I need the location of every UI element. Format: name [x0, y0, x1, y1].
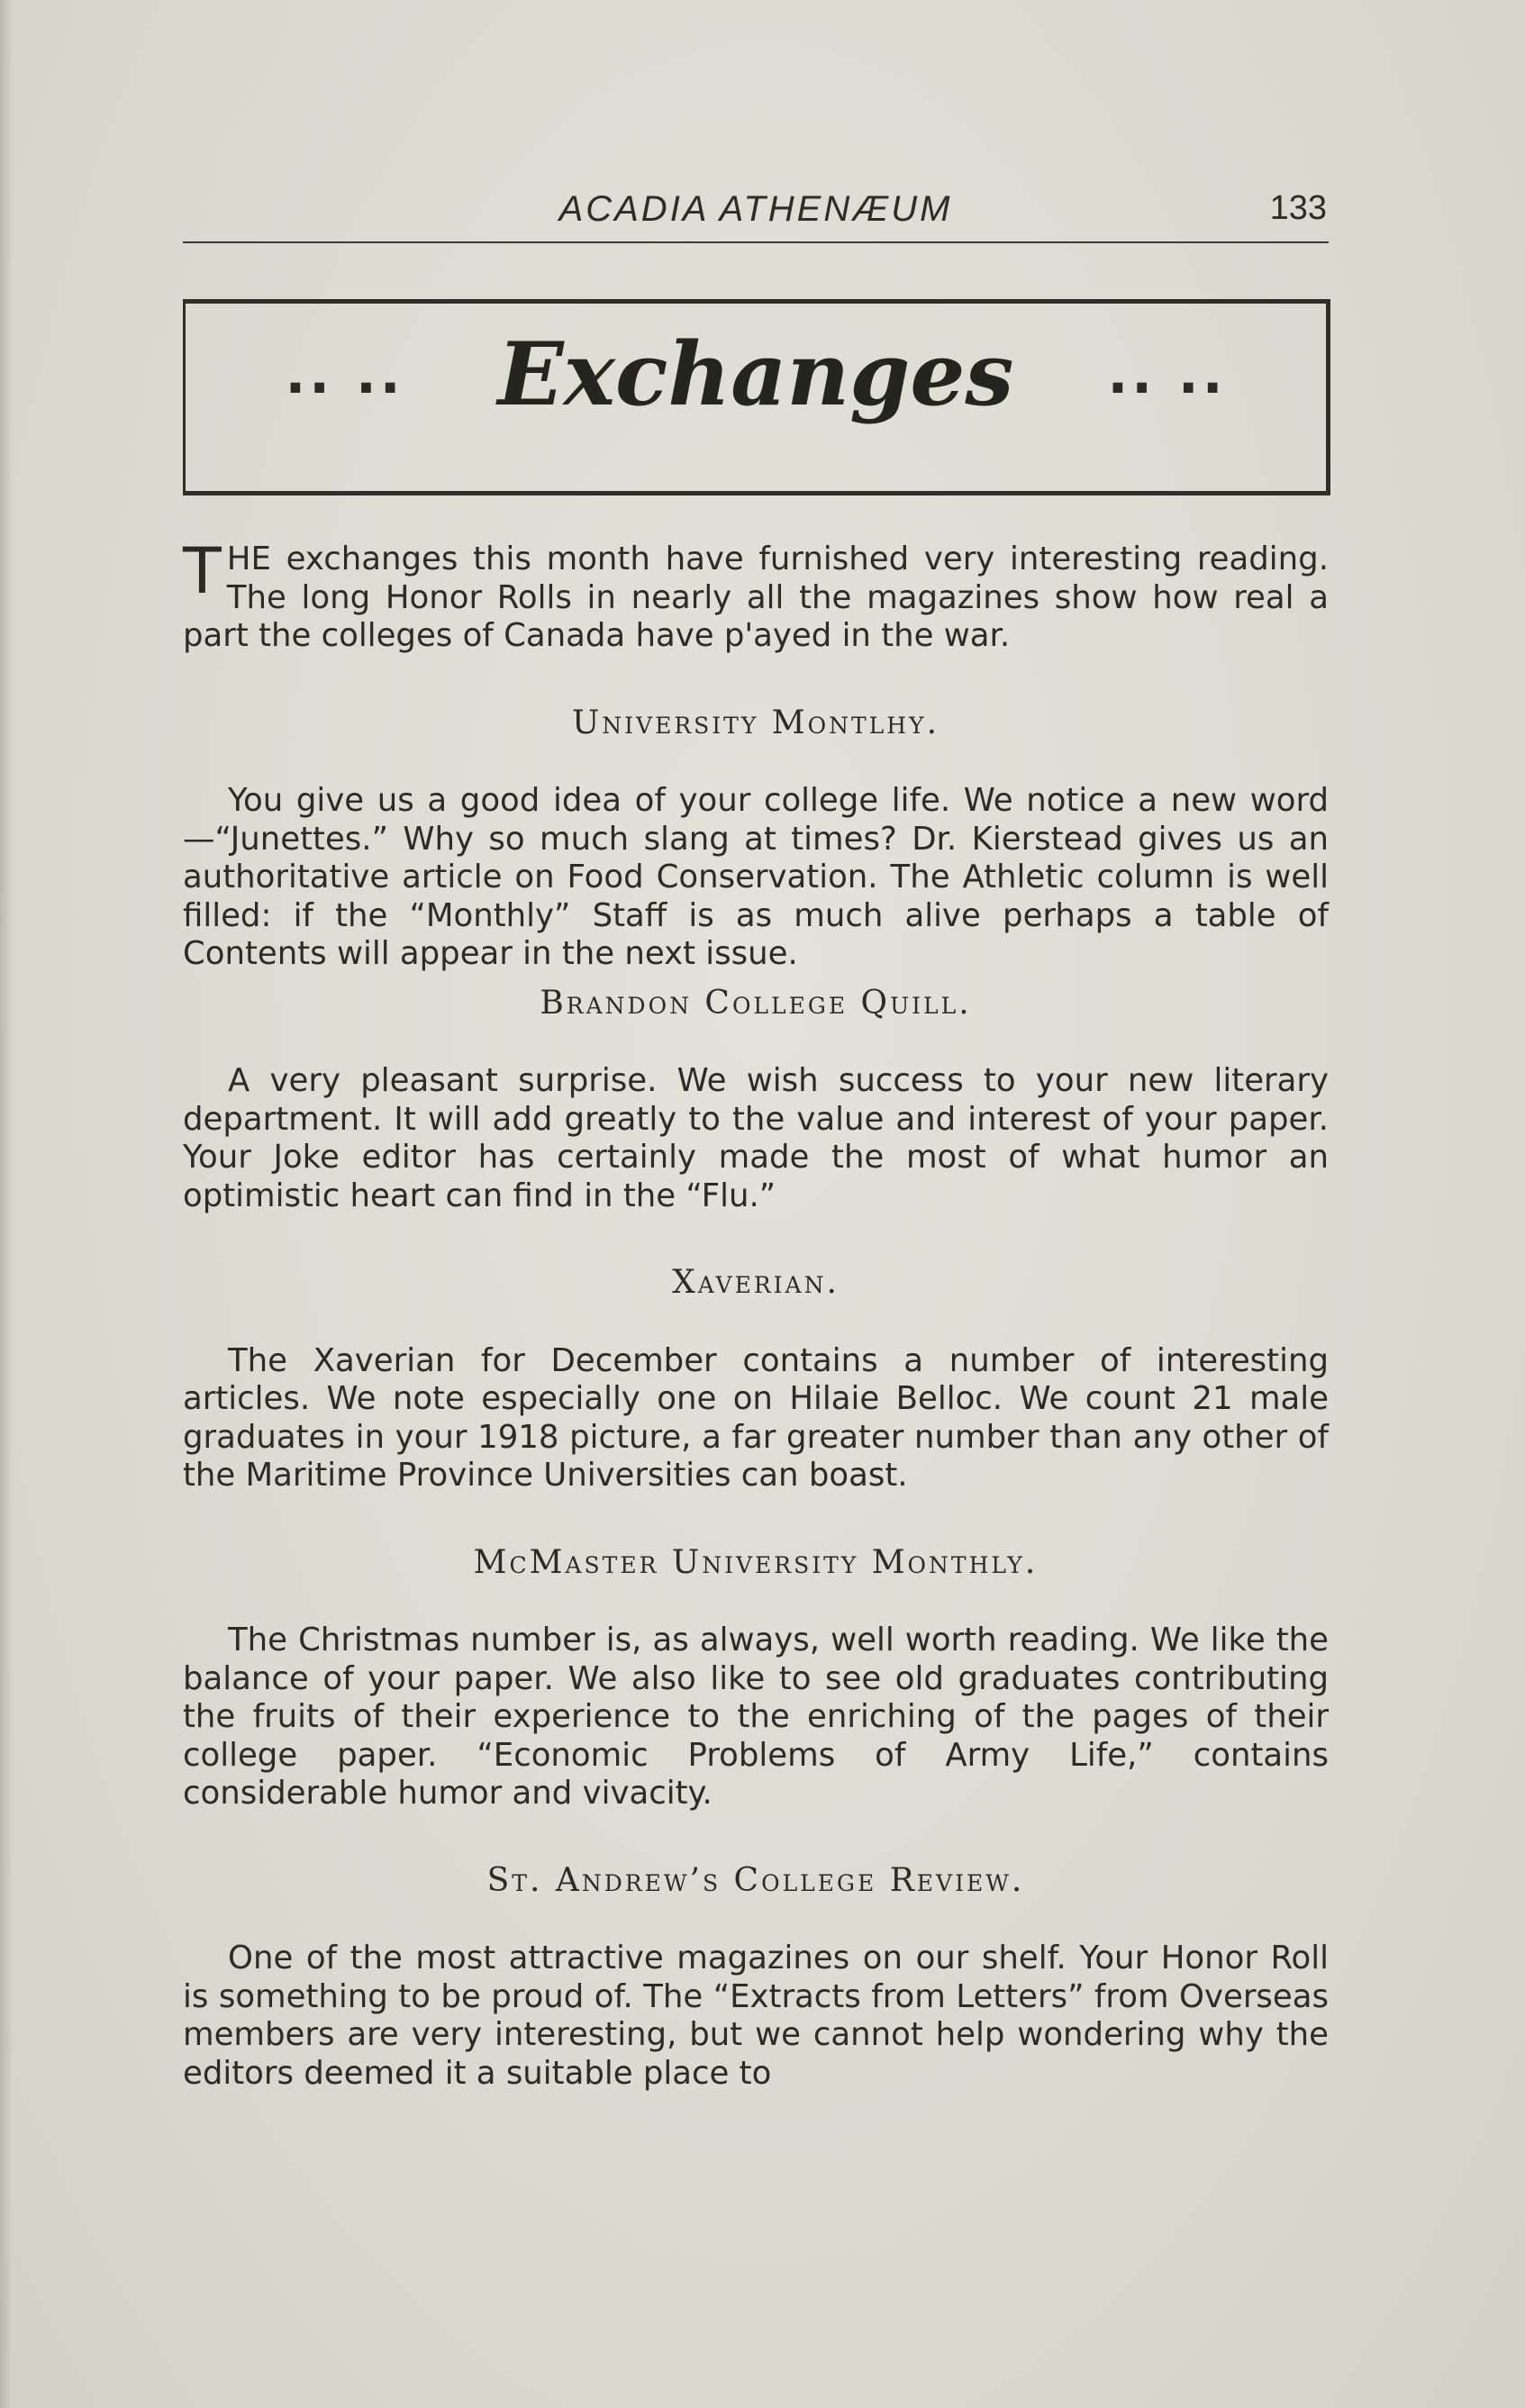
drop-cap: T: [183, 534, 222, 608]
intro-paragraph: [183, 534, 1329, 656]
article-body: [183, 534, 1329, 2093]
running-header: [183, 187, 1329, 243]
page-edge-shadow: [0, 0, 13, 2408]
banner-dots-right: .. ..: [1107, 342, 1227, 406]
intro-text: HE exchanges this month have furnished very interesting reading. The long Honor Rolls in nearly all the magazines show how real a part the colleges of Canada have p'ayed in the war.: [183, 541, 1329, 654]
section-banner: [183, 299, 1330, 495]
review-paragraph: One of the most attractive magazines on our shelf. Your Honor Roll is something to be proud of. The “Extracts from Letters” from Overseas members are very interesting, but we cannot help wondering why the editors deemed it a suitable place to: [183, 1940, 1329, 2092]
review-heading: St. Andrew’s College Review.: [486, 1861, 1025, 1899]
banner-inner: [186, 323, 1326, 425]
review-heading: Xaverian.: [672, 1264, 840, 1301]
section-title: Exchanges: [497, 323, 1014, 425]
page-number: 133: [1269, 189, 1327, 227]
review-heading: McMaster University Monthly.: [473, 1543, 1039, 1581]
banner-dots-left: .. ..: [285, 342, 404, 406]
review-paragraph: You give us a good idea of your college life. We notice a new word—“Junettes.” Why so much slang at times? Dr. Kierstead gives us an authoritative article on Food Conservation. The Athletic column is well filled: if the “Monthly” Staff is as much alive perhaps a table of Contents will appear in the next issue.: [183, 782, 1329, 972]
review-heading: Brandon College Quill.: [540, 984, 972, 1022]
review-paragraph: The Christmas number is, as always, well worth reading. We like the balance of your paper. We also like to see old graduates contributing the fruits of their experience to the enriching of the pages of their college paper. “Economic Problems of Army Life,” contains considerable humor and vivacity.: [183, 1622, 1329, 1812]
review-heading: University Montlhy.: [571, 704, 940, 741]
journal-title: ACADIA ATHENÆUM: [558, 189, 953, 229]
review-paragraph: The Xaverian for December contains a number of interesting articles. We note especially one on Hilaie Belloc. We count 21 male graduates in your 1918 picture, a far greater number than any other of the Maritime Province Universities can boast.: [183, 1341, 1329, 1494]
review-paragraph: A very pleasant surprise. We wish success to your new literary department. It will add greatly to the value and interest of your paper. Your Joke editor has certainly made the most of what humor an optimistic heart can find in the “Flu.”: [183, 1062, 1329, 1214]
